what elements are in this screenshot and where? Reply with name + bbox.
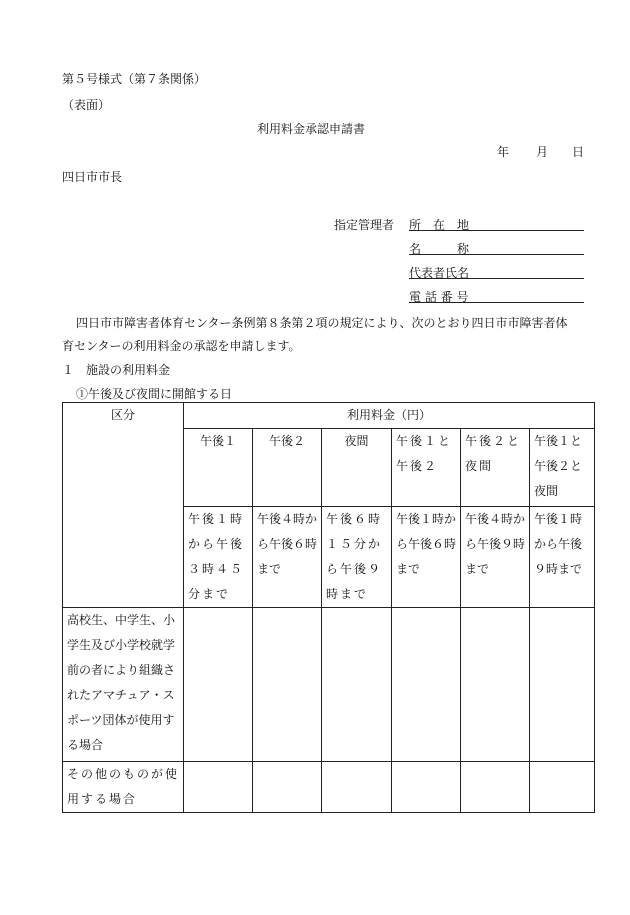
fee-cell xyxy=(322,762,392,813)
fee-cell xyxy=(253,608,322,762)
addressee: 四日市市長 xyxy=(62,170,123,184)
fee-cell xyxy=(461,608,530,762)
fee-cell xyxy=(461,762,530,813)
page-title: 利用料金承認申請書 xyxy=(257,122,366,136)
form-side: （表面） xyxy=(62,98,111,112)
fee-cell xyxy=(530,762,595,813)
applicant-role: 指定管理者 xyxy=(334,218,395,232)
form-number: 第５号様式（第７条関係） xyxy=(62,72,207,86)
period-header: 午後２と夜間 xyxy=(461,429,530,507)
fee-cell xyxy=(392,608,461,762)
body-text-line2: 育センターの利用料金の承認を申請します。 xyxy=(62,339,301,353)
name-underline xyxy=(409,254,584,255)
period-header: 午後１ xyxy=(184,429,253,507)
date-day: 日 xyxy=(572,145,585,159)
time-range: 午後１時から午後６時まで xyxy=(392,507,461,608)
fee-cell xyxy=(184,762,253,813)
fee-cell xyxy=(184,608,253,762)
period-header: 午後１と午後２ xyxy=(392,429,461,507)
fee-header: 利用料金（円） xyxy=(184,403,595,429)
name-label: 名 称 xyxy=(409,242,470,256)
fee-cell xyxy=(253,762,322,813)
time-range: 午後１時から午後９時まで xyxy=(530,507,595,608)
date-month: 月 xyxy=(536,145,549,159)
row-label-others: その他のものが使用する場合 xyxy=(63,762,184,813)
period-header: 夜間 xyxy=(322,429,392,507)
representative-underline xyxy=(409,278,584,279)
fee-table xyxy=(62,402,595,813)
subsection-heading: ①午後及び夜間に開館する日 xyxy=(76,387,233,401)
fee-cell xyxy=(530,608,595,762)
date-year: 年 xyxy=(497,145,510,159)
fee-cell xyxy=(392,762,461,813)
row-label-youth-groups: 高校生、中学生、小学生及び小学校就学前の者により組織されたアマチュア・スポーツ団体が使用する場合 xyxy=(63,608,184,762)
address-label: 所 在 地 xyxy=(409,218,470,232)
category-header: 区分 xyxy=(63,403,184,608)
section-heading: １ 施設の利用料金 xyxy=(62,363,171,377)
phone-underline xyxy=(409,302,584,303)
body-text-line1: 四日市市障害者体育センター条例第８条第２項の規定により、次のとおり四日市市障害者体 xyxy=(76,316,568,330)
time-range: 午後４時から午後６時まで xyxy=(253,507,322,608)
time-range: 午後６時１５分から午後９時まで xyxy=(322,507,392,608)
phone-label: 電 話 番 号 xyxy=(409,290,469,304)
time-range: 午後４時から午後９時まで xyxy=(461,507,530,608)
fee-cell xyxy=(322,608,392,762)
address-underline xyxy=(409,230,584,231)
period-header: 午後２ xyxy=(253,429,322,507)
period-header: 午後１と午後２と夜間 xyxy=(530,429,595,507)
representative-label: 代表者氏名 xyxy=(409,266,470,280)
time-range: 午後１時から午後３時４５分まで xyxy=(184,507,253,608)
